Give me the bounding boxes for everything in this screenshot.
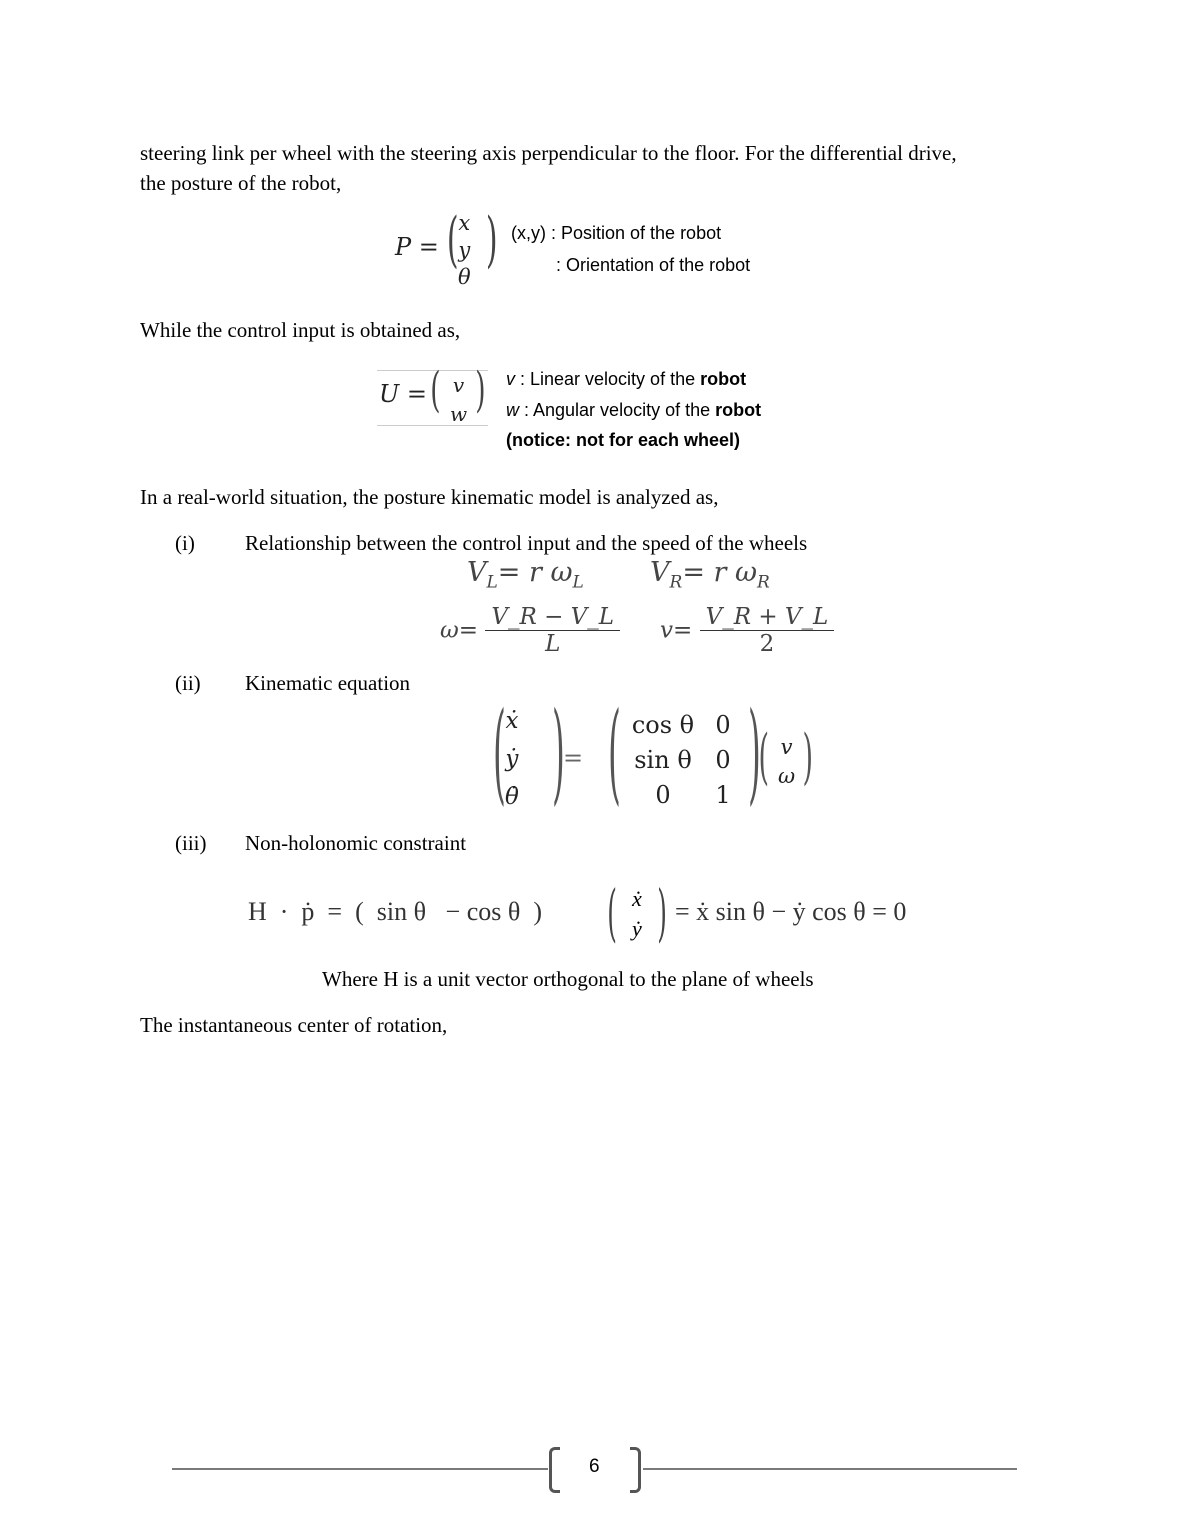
paragraph-line: steering link per wheel with the steering axis perpendicular to the floor. For the differential drive, <box>140 141 957 165</box>
control-label-angular <box>506 400 761 421</box>
matrix-cell: cos θ <box>631 711 695 739</box>
constraint-right: = ẋ sin θ − ẏ cos θ = 0 <box>675 897 907 926</box>
posture-vector <box>458 210 471 291</box>
left-paren: ( <box>493 688 506 816</box>
footer-bracket-right <box>630 1447 641 1493</box>
vr-equation <box>650 557 770 592</box>
matrix-cell: 0 <box>655 781 671 809</box>
posture-label-position: (x,y) : Position of the robot <box>511 223 722 243</box>
footer-bracket-left <box>549 1447 560 1493</box>
vector-entry: θ <box>458 265 471 289</box>
label-text: : Linear velocity of the <box>515 369 701 389</box>
constraint-left: H · ṗ = ( sin θ − cos θ ) <box>248 897 542 926</box>
item-number: (ii) <box>175 671 201 695</box>
right-paren: ) <box>748 688 761 816</box>
eq-lhs: v= <box>660 617 693 644</box>
right-paren: ) <box>802 722 813 792</box>
item-text: Kinematic equation <box>245 671 411 695</box>
matrix-cell: 0 <box>715 746 731 774</box>
vector-entry: ẏ <box>505 746 519 772</box>
vector-entry: x <box>458 211 471 235</box>
vector-entry: ω <box>778 764 796 788</box>
posture-label-orientation: : Orientation of the robot <box>556 255 751 275</box>
paragraph: In a real-world situation, the posture kinematic model is analyzed as, <box>140 485 719 509</box>
label-bold: robot <box>700 369 747 389</box>
page-number: 6 <box>589 1456 600 1477</box>
denominator: 2 <box>759 631 775 657</box>
divider <box>377 425 488 426</box>
paragraph-line: the posture of the robot, <box>140 171 342 195</box>
control-label-linear <box>506 369 746 390</box>
right-paren: ) <box>657 876 667 949</box>
item-number: (iii) <box>175 831 207 855</box>
control-note: (notice: not for each wheel) <box>506 430 741 450</box>
denominator: L <box>545 631 561 657</box>
fraction <box>700 604 835 657</box>
rotation-matrix <box>618 708 738 813</box>
eq-symbol: V <box>467 557 487 588</box>
matrix-cell: 0 <box>715 711 731 739</box>
eq-sub: L <box>486 572 498 593</box>
label-var: w <box>506 400 519 420</box>
control-lhs: U = <box>379 380 427 408</box>
vector-entry: ẋ <box>632 886 642 911</box>
left-paren: ( <box>607 876 617 949</box>
numerator: V_R − V_L <box>485 604 620 631</box>
pose-derivative-vector <box>505 702 519 816</box>
eq-symbol: = r ω <box>682 557 758 588</box>
eq-symbol: = r ω <box>497 557 573 588</box>
posture-lhs: P = <box>395 233 439 261</box>
vl-equation <box>467 557 584 592</box>
eq-sub: L <box>572 572 584 593</box>
item-number: (i) <box>175 531 195 555</box>
equals-sign: = <box>563 744 584 772</box>
eq-sub: R <box>669 572 683 593</box>
item-text: Relationship between the control input and the speed of the wheels <box>245 531 808 555</box>
omega-equation <box>440 604 620 657</box>
matrix-cell: 1 <box>715 781 731 809</box>
footer-rule-left <box>172 1468 548 1470</box>
label-var: v <box>506 369 515 389</box>
right-paren: ) <box>475 362 486 418</box>
paragraph: The instantaneous center of rotation, <box>140 1013 448 1037</box>
label-text: : Angular velocity of the <box>519 400 716 420</box>
numerator: V_R + V_L <box>700 604 835 631</box>
left-paren: ( <box>758 722 769 792</box>
vector-entry: ẏ <box>632 916 642 941</box>
vector-entry: v <box>452 373 465 397</box>
paragraph: While the control input is obtained as, <box>140 318 461 342</box>
input-vector <box>778 733 795 791</box>
vector-entry: θ̇ <box>505 784 519 810</box>
paragraph: Where H is a unit vector orthogonal to the plane of wheels <box>322 967 814 991</box>
fraction <box>485 604 620 657</box>
vector-entry: ẋ <box>505 708 519 734</box>
eq-symbol: V <box>650 557 670 588</box>
vector-entry: v <box>780 735 793 759</box>
label-bold: robot <box>715 400 762 420</box>
vector-entry: w <box>450 402 468 426</box>
footer-rule-right <box>643 1468 1017 1470</box>
vector-entry: y <box>458 238 471 262</box>
eq-sub: R <box>757 572 770 593</box>
left-paren: ( <box>430 362 441 418</box>
item-text: Non-holonomic constraint <box>245 831 467 855</box>
v-equation <box>660 604 834 657</box>
left-paren: ( <box>608 688 621 816</box>
constraint-vector <box>632 884 642 944</box>
eq-lhs: ω= <box>440 617 479 644</box>
left-paren: ( <box>446 205 459 275</box>
control-vector <box>450 371 467 429</box>
right-paren: ) <box>552 688 565 816</box>
matrix-cell: sin θ <box>634 746 692 774</box>
right-paren: ) <box>485 205 498 275</box>
